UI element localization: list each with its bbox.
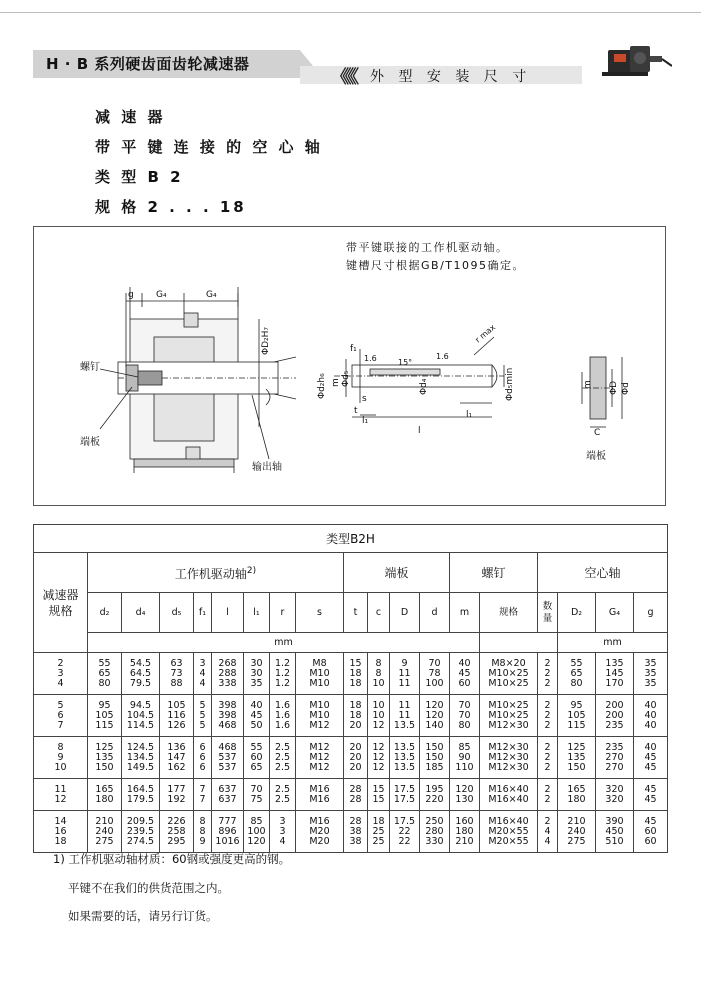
dim-l1-b: l₁ xyxy=(466,410,473,420)
label-end-plate-right: 端板 xyxy=(586,451,606,462)
table-row xyxy=(34,779,668,811)
table-cell: 40 45 50 xyxy=(244,695,270,737)
table-cell: 164.5 179.5 xyxy=(122,779,160,811)
table-cell: 94.5 104.5 114.5 xyxy=(122,695,160,737)
note-keyway-standard: 键槽尺寸根据GB/T1095确定。 xyxy=(346,259,525,272)
table-cell: 45 45 xyxy=(634,779,668,811)
dim-d2h6: Φd₂h₆ xyxy=(317,373,327,399)
col-d2: d₂ xyxy=(88,593,122,633)
table-cell: 235 270 270 xyxy=(596,737,634,779)
table-cell: 15 15 xyxy=(368,779,390,811)
dim-rmax: r max xyxy=(473,322,498,345)
table-cell: 18 18 20 xyxy=(344,695,368,737)
table-cell: 9 11 11 xyxy=(390,653,420,695)
dimension-drawing xyxy=(33,226,666,506)
table-cell: 28 38 38 xyxy=(344,811,368,853)
table-cell: M16×40 M20×55 M20×55 xyxy=(480,811,538,853)
table-cell: 210 240 275 xyxy=(558,811,596,853)
table-cell: 125 135 150 xyxy=(558,737,596,779)
heading-size: 规 格 2 . . . 18 xyxy=(95,198,247,216)
dim-m-plate: m xyxy=(583,380,593,389)
table-cell: 55 60 65 xyxy=(244,737,270,779)
table-cell: M10 M10 M12 xyxy=(296,695,344,737)
row-size-cell: 8 9 10 xyxy=(34,737,88,779)
table-cell: M16 M20 M20 xyxy=(296,811,344,853)
table-cell: 177 192 xyxy=(160,779,194,811)
page-title: H · B 系列硬齿面齿轮减速器 xyxy=(46,55,250,73)
table-cell: 135 145 170 xyxy=(596,653,634,695)
table-cell: 1.2 1.2 1.2 xyxy=(270,653,296,695)
table-cell: 95 105 115 xyxy=(88,695,122,737)
table-cell: 95 105 115 xyxy=(558,695,596,737)
table-cell: 1.6 1.6 1.6 xyxy=(270,695,296,737)
dim-d5min: Φd₅min xyxy=(505,367,515,401)
table-cell: 2 2 2 xyxy=(538,695,558,737)
table-row xyxy=(34,653,668,695)
table-cell: 2 2 2 xyxy=(538,737,558,779)
group-drive-shaft: 工作机驱动轴$^{2)}$ xyxy=(88,553,344,593)
table-cell: 120 130 xyxy=(450,779,480,811)
table-cell: 85 100 120 xyxy=(244,811,270,853)
label-screw: 螺钉 xyxy=(80,362,100,373)
table-cell: 70 75 xyxy=(244,779,270,811)
table-cell: 54.5 64.5 79.5 xyxy=(122,653,160,695)
note-key-shaft: 带平键联接的工作机驱动轴。 xyxy=(346,241,509,254)
table-cell: 12 12 12 xyxy=(368,737,390,779)
col-d5: d₅ xyxy=(160,593,194,633)
table-cell: M8×20 M10×25 M10×25 xyxy=(480,653,538,695)
table-cell: 3 3 4 xyxy=(270,811,296,853)
dim-plate-d: Φd xyxy=(621,382,631,395)
row-size-cell: 11 12 xyxy=(34,779,88,811)
table-cell: 45 60 60 xyxy=(634,811,668,853)
col-D2: D₂ xyxy=(558,593,596,633)
table-cell: 398 398 468 xyxy=(212,695,244,737)
col-t: t xyxy=(344,593,368,633)
dim-g4-b: G₄ xyxy=(206,290,217,300)
table-row xyxy=(34,811,668,853)
heading-type: 类 型 B 2 xyxy=(95,168,184,186)
col-d4: d₄ xyxy=(122,593,160,633)
row-size-cell: 14 16 18 xyxy=(34,811,88,853)
table-cell: 70 70 80 xyxy=(450,695,480,737)
table-cell: 40 45 45 xyxy=(634,737,668,779)
table-cell: 209.5 239.5 274.5 xyxy=(122,811,160,853)
column-header-row xyxy=(34,593,668,633)
table-cell: 150 150 185 xyxy=(420,737,450,779)
table-row xyxy=(34,737,668,779)
footnote-key-not-supplied: 平键不在我们的供货范围之内。 xyxy=(68,881,229,895)
table-cell: 35 35 35 xyxy=(634,653,668,695)
dim-t: t xyxy=(354,406,358,416)
col-l1: l₁ xyxy=(244,593,270,633)
table-cell: M8 M10 M10 xyxy=(296,653,344,695)
footnote-material: 1) 工作机驱动轴材质：60钢或强度更高的钢。 xyxy=(53,852,291,866)
table-cell: 195 220 xyxy=(420,779,450,811)
table-cell: 13.5 13.5 13.5 xyxy=(390,737,420,779)
top-rule xyxy=(0,12,701,13)
table-body xyxy=(34,653,668,853)
heading-reducer: 减 速 器 xyxy=(95,108,166,126)
unit-blank xyxy=(480,633,558,653)
label-output-shaft: 输出轴 xyxy=(252,462,282,473)
col-g: g xyxy=(634,593,668,633)
table-row xyxy=(34,695,668,737)
dim-roughness-a: 1.6 xyxy=(364,354,377,363)
dim-d2h7: ΦD₂H₇ xyxy=(261,327,271,355)
col-D: D xyxy=(390,593,420,633)
table-cell: 8 8 10 xyxy=(368,653,390,695)
table-cell: 85 90 110 xyxy=(450,737,480,779)
table-cell: 160 180 210 xyxy=(450,811,480,853)
table-cell: 105 116 126 xyxy=(160,695,194,737)
footnote-order-separately: 如果需要的话，请另行订货。 xyxy=(68,909,218,923)
col-c: c xyxy=(368,593,390,633)
col-d: d xyxy=(420,593,450,633)
table-cell: 637 637 xyxy=(212,779,244,811)
group-hollow-shaft: 空心轴 xyxy=(538,553,668,593)
row-size-cell: 5 6 7 xyxy=(34,695,88,737)
col-G4: G₄ xyxy=(596,593,634,633)
table-cell: 165 180 xyxy=(558,779,596,811)
col-reducer-size: 减速器 规格 xyxy=(34,553,88,653)
dim-l1-a: l₁ xyxy=(362,416,369,426)
table-cell: 10 10 12 xyxy=(368,695,390,737)
table-cell: 210 240 275 xyxy=(88,811,122,853)
table-cell: M16×40 M16×40 xyxy=(480,779,538,811)
table-cell: 7 7 xyxy=(194,779,212,811)
table-cell: 2 2 xyxy=(538,779,558,811)
dim-l: l xyxy=(418,426,421,436)
group-screw: 螺钉 xyxy=(450,553,538,593)
dim-d5: Φd₅ xyxy=(341,370,351,387)
col-spec: 规格 xyxy=(480,593,538,633)
unit-mm-b: mm xyxy=(558,633,668,653)
table-cell: 125 135 150 xyxy=(88,737,122,779)
table-cell: M10×25 M10×25 M12×30 xyxy=(480,695,538,737)
table-cell: 40 40 40 xyxy=(634,695,668,737)
table-cell: 17.5 22 22 xyxy=(390,811,420,853)
dim-g4-a: G₄ xyxy=(156,290,167,300)
group-end-plate: 端板 xyxy=(344,553,450,593)
col-f1: f₁ xyxy=(194,593,212,633)
col-m: m xyxy=(450,593,480,633)
dim-g: g xyxy=(128,290,134,300)
table-cell: 268 288 338 xyxy=(212,653,244,695)
table-cell: 40 45 60 xyxy=(450,653,480,695)
heading-hollow-shaft: 带 平 键 连 接 的 空 心 轴 xyxy=(95,138,323,156)
table-cell: 2 4 4 xyxy=(538,811,558,853)
table-cell: 250 280 330 xyxy=(420,811,450,853)
table-cell: 124.5 134.5 149.5 xyxy=(122,737,160,779)
table-cell: 2.5 2.5 xyxy=(270,779,296,811)
dimension-table xyxy=(33,524,668,853)
gear-motor-icon xyxy=(600,42,672,78)
col-l: l xyxy=(212,593,244,633)
table-cell: 320 320 xyxy=(596,779,634,811)
dim-roughness-b: 1.6 xyxy=(436,352,449,361)
dim-plate-c: C xyxy=(594,428,601,438)
table-cell: 136 147 162 xyxy=(160,737,194,779)
table-cell: 120 120 140 xyxy=(420,695,450,737)
table-cell: 30 30 35 xyxy=(244,653,270,695)
row-size-cell: 2 3 4 xyxy=(34,653,88,695)
table-cell: 28 28 xyxy=(344,779,368,811)
dim-plate-D: ΦD xyxy=(609,380,619,395)
footnote-ref: 2) xyxy=(246,566,257,576)
table-cell: 165 180 xyxy=(88,779,122,811)
header-arrows: 《《《 xyxy=(331,67,355,88)
table-cell: 15 18 18 xyxy=(344,653,368,695)
table-cell: 8 8 9 xyxy=(194,811,212,853)
dim-m: m xyxy=(331,378,341,387)
table-cell: 63 73 88 xyxy=(160,653,194,695)
col-s: s xyxy=(296,593,344,633)
table-cell: 55 65 80 xyxy=(88,653,122,695)
table-cell: 5 5 5 xyxy=(194,695,212,737)
page-subtitle: 外 型 安 装 尺 寸 xyxy=(370,69,532,85)
table-cell: 18 25 25 xyxy=(368,811,390,853)
dim-d4: Φd₄ xyxy=(419,378,429,395)
table-cell: 11 11 13.5 xyxy=(390,695,420,737)
table-cell: 6 6 6 xyxy=(194,737,212,779)
table-cell: M16 M16 xyxy=(296,779,344,811)
table-cell: 55 65 80 xyxy=(558,653,596,695)
table-cell: 390 450 510 xyxy=(596,811,634,853)
col-qty: 数 量 xyxy=(538,593,558,633)
dim-f1: f₁ xyxy=(350,344,357,354)
unit-mm-a: mm xyxy=(88,633,480,653)
table-cell: 226 258 295 xyxy=(160,811,194,853)
table-cell: 777 896 1016 xyxy=(212,811,244,853)
table-cell: M12 M12 M12 xyxy=(296,737,344,779)
table-cell: 70 78 100 xyxy=(420,653,450,695)
table-cell: 17.5 17.5 xyxy=(390,779,420,811)
label-end-plate: 端板 xyxy=(80,437,100,448)
table-cell: 20 20 20 xyxy=(344,737,368,779)
table-cell: M12×30 M12×30 M12×30 xyxy=(480,737,538,779)
dim-s: s xyxy=(362,394,367,404)
table-cell: 2.5 2.5 2.5 xyxy=(270,737,296,779)
dim-angle: 15° xyxy=(398,358,413,367)
col-r: r xyxy=(270,593,296,633)
table-cell: 3 4 4 xyxy=(194,653,212,695)
table-cell: 200 200 235 xyxy=(596,695,634,737)
table-cell: 468 537 537 xyxy=(212,737,244,779)
table-cell: 2 2 2 xyxy=(538,653,558,695)
table-title: 类型B2H xyxy=(34,525,668,553)
